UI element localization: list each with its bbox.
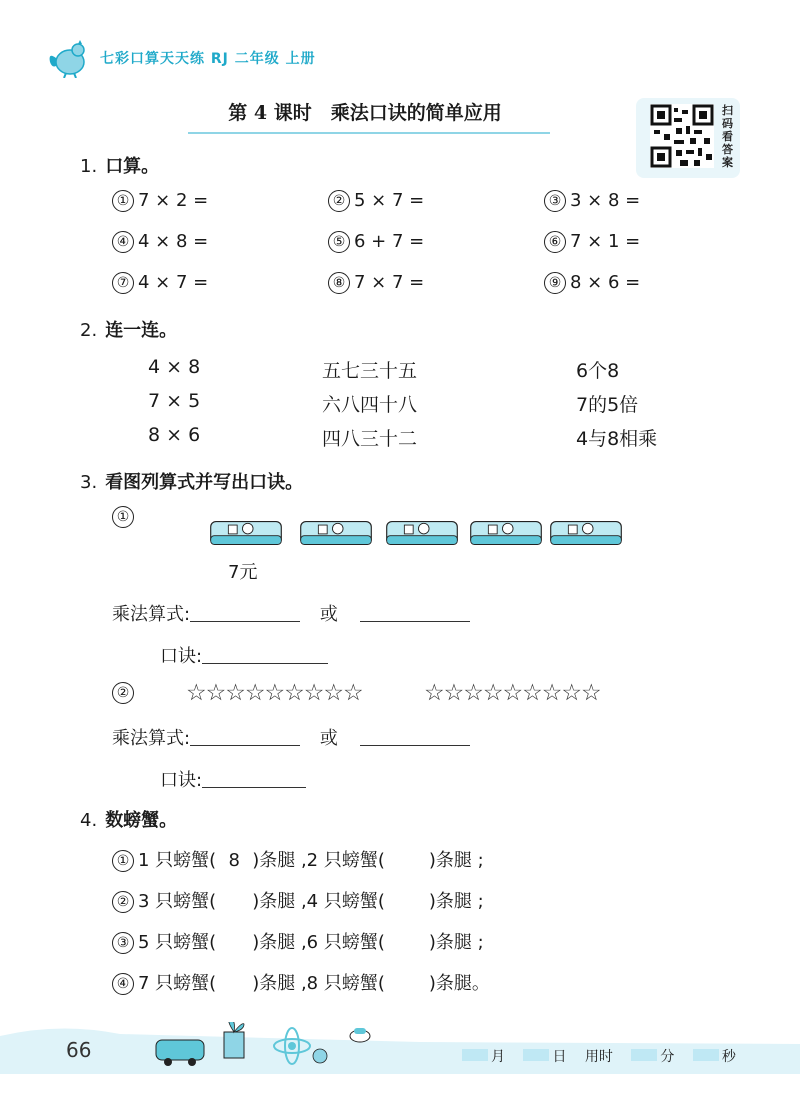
series-title: 七彩口算天天练 RJ 二年级 上册 bbox=[100, 51, 316, 67]
q2-heading bbox=[80, 316, 177, 342]
crab-text-b: )条腿 ,8 只螃蟹( bbox=[252, 973, 385, 994]
rhyme-blank[interactable] bbox=[202, 645, 328, 664]
second-blank[interactable] bbox=[693, 1049, 719, 1061]
item-number: ⑨ bbox=[544, 272, 566, 294]
q1-item bbox=[328, 190, 424, 212]
crab-line bbox=[112, 846, 484, 872]
item-expression: 4 × 8 = bbox=[138, 231, 209, 252]
item-expression: 7 × 2 = bbox=[138, 190, 209, 211]
match-middle-item[interactable]: 四八三十二 bbox=[322, 428, 418, 450]
formula-blank-alt[interactable] bbox=[360, 603, 470, 622]
minute-label: 分 bbox=[660, 1049, 675, 1065]
minute-blank[interactable] bbox=[631, 1049, 657, 1061]
lesson-title bbox=[180, 98, 550, 125]
q1-number: 1. bbox=[80, 156, 98, 177]
item-expression: 7 × 7 = bbox=[354, 272, 425, 293]
match-left-item[interactable]: 8 × 6 bbox=[148, 424, 201, 446]
item-number: ③ bbox=[544, 190, 566, 212]
time-used-label: 用时 bbox=[584, 1049, 613, 1065]
or-label: 或 bbox=[319, 728, 338, 749]
q3-formula-row-1 bbox=[112, 600, 470, 626]
crab-text-c: )条腿 ; bbox=[428, 850, 484, 871]
q3-number: 3. bbox=[80, 472, 98, 493]
page-number: 66 bbox=[66, 1038, 92, 1062]
crab-line bbox=[112, 969, 490, 995]
rhyme-label: 口诀: bbox=[160, 646, 203, 667]
q1-item bbox=[544, 272, 640, 294]
rooster-logo-icon bbox=[48, 40, 90, 78]
q3-rhyme-row-1 bbox=[160, 642, 328, 668]
month-label: 月 bbox=[491, 1049, 505, 1065]
pencil-box-row bbox=[204, 518, 624, 558]
item-expression: 8 × 6 = bbox=[570, 272, 641, 293]
line-number: ② bbox=[112, 891, 134, 913]
q1-item bbox=[112, 231, 208, 253]
crab-text-c: )条腿 ; bbox=[428, 932, 484, 953]
item-number: ⑦ bbox=[112, 272, 134, 294]
q1-heading bbox=[80, 152, 159, 178]
q1-item bbox=[328, 272, 424, 294]
q1-item bbox=[544, 190, 640, 212]
item-number: ① bbox=[112, 190, 134, 212]
part-number: ② bbox=[112, 682, 134, 704]
bus-icon bbox=[156, 1040, 204, 1060]
crab-text-a: 3 只螃蟹( bbox=[138, 891, 217, 912]
formula-label: 乘法算式: bbox=[112, 728, 191, 749]
crab-line bbox=[112, 928, 484, 954]
qr-label: 扫码看答案 bbox=[722, 104, 733, 169]
crab-blank-1[interactable]: 8 bbox=[222, 850, 246, 871]
price-label: 7元 bbox=[228, 562, 258, 583]
formula-blank[interactable] bbox=[190, 727, 300, 746]
match-middle-item[interactable]: 五七三十五 bbox=[322, 360, 418, 382]
q2-number: 2. bbox=[80, 320, 98, 341]
q3-heading bbox=[80, 468, 303, 494]
item-number: ④ bbox=[112, 231, 134, 253]
day-blank[interactable] bbox=[523, 1049, 549, 1061]
q3-title: 看图列算式并写出口诀。 bbox=[105, 472, 304, 493]
q1-item bbox=[112, 272, 208, 294]
match-right-item[interactable]: 4与8相乘 bbox=[576, 428, 658, 450]
match-left-item[interactable]: 4 × 8 bbox=[148, 356, 201, 378]
pencil-box-icon bbox=[204, 518, 288, 548]
item-number: ② bbox=[328, 190, 350, 212]
formula-blank-alt[interactable] bbox=[360, 727, 470, 746]
line-number: ③ bbox=[112, 932, 134, 954]
crab-text-b: )条腿 ,6 只螃蟹( bbox=[252, 932, 385, 953]
part-number: ① bbox=[112, 506, 134, 528]
rhyme-label: 口诀: bbox=[160, 770, 203, 791]
q3-formula-row-2 bbox=[112, 724, 470, 750]
lesson-title-text: 第 4 课时 乘法口诀的简单应用 bbox=[228, 102, 502, 124]
q3-rhyme-row-2 bbox=[160, 766, 306, 792]
crab-line bbox=[112, 887, 484, 913]
q1-item bbox=[544, 231, 640, 253]
q4-number: 4. bbox=[80, 810, 98, 831]
stars-group-1: ☆☆☆☆☆☆☆☆☆ bbox=[186, 680, 363, 706]
line-number: ① bbox=[112, 850, 134, 872]
item-number: ⑤ bbox=[328, 231, 350, 253]
crab-text-b: )条腿 ,2 只螃蟹( bbox=[252, 850, 385, 871]
q4-title: 数螃蟹。 bbox=[105, 810, 178, 831]
item-number: ⑥ bbox=[544, 231, 566, 253]
book-header bbox=[48, 38, 408, 78]
match-right-item[interactable]: 6个8 bbox=[576, 360, 620, 382]
q1-item bbox=[112, 190, 208, 212]
item-expression: 7 × 1 = bbox=[570, 231, 641, 252]
month-blank[interactable] bbox=[462, 1049, 488, 1061]
rhyme-blank[interactable] bbox=[202, 769, 306, 788]
item-expression: 6 + 7 = bbox=[354, 231, 425, 252]
qr-answer-box[interactable] bbox=[636, 98, 740, 178]
pencil-box-icon bbox=[380, 518, 464, 548]
second-label: 秒 bbox=[721, 1049, 736, 1065]
pencil-box-icon bbox=[294, 518, 378, 548]
crab-text-a: 5 只螃蟹( bbox=[138, 932, 217, 953]
match-right-item[interactable]: 7的5倍 bbox=[576, 394, 639, 416]
or-label: 或 bbox=[319, 604, 338, 625]
time-record bbox=[462, 1046, 736, 1066]
q1-title: 口算。 bbox=[105, 156, 160, 177]
day-label: 日 bbox=[552, 1049, 567, 1065]
match-left-item[interactable]: 7 × 5 bbox=[148, 390, 201, 412]
crab-text-b: )条腿 ,4 只螃蟹( bbox=[252, 891, 385, 912]
item-expression: 5 × 7 = bbox=[354, 190, 425, 211]
match-middle-item[interactable]: 六八四十八 bbox=[322, 394, 418, 416]
plant-icon bbox=[224, 1032, 244, 1058]
formula-label: 乘法算式: bbox=[112, 604, 191, 625]
crab-text-a: 7 只螃蟹( bbox=[138, 973, 217, 994]
q2-title: 连一连。 bbox=[105, 320, 178, 341]
qr-code-icon[interactable] bbox=[650, 104, 714, 168]
crab-text-c: )条腿。 bbox=[428, 973, 490, 994]
stars-group-2: ☆☆☆☆☆☆☆☆☆ bbox=[424, 680, 601, 706]
formula-blank[interactable] bbox=[190, 603, 300, 622]
item-expression: 4 × 7 = bbox=[138, 272, 209, 293]
title-underline bbox=[188, 132, 550, 134]
q3-part1-number bbox=[112, 506, 138, 528]
crab-text-a: 1 只螃蟹( bbox=[138, 850, 217, 871]
pencil-box-icon bbox=[464, 518, 548, 548]
ball-icon bbox=[313, 1049, 327, 1063]
q3-part2-number bbox=[112, 682, 138, 704]
item-number: ⑧ bbox=[328, 272, 350, 294]
q4-heading bbox=[80, 806, 177, 832]
line-number: ④ bbox=[112, 973, 134, 995]
item-expression: 3 × 8 = bbox=[570, 190, 641, 211]
q1-item bbox=[328, 231, 424, 253]
pencil-box-icon bbox=[544, 518, 628, 548]
crab-text-c: )条腿 ; bbox=[428, 891, 484, 912]
